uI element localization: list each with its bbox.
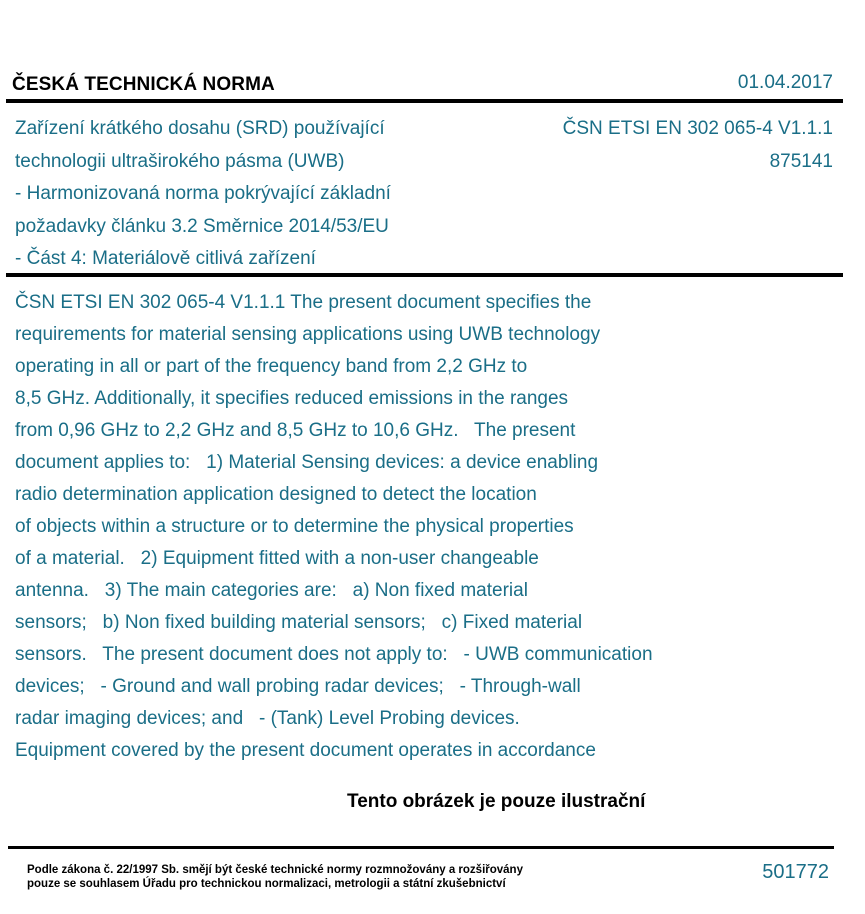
abstract-line: antenna. 3) The main categories are: a) Non fixed material [15, 580, 528, 601]
abstract-line: of a material. 2) Equipment fitted with a non-user changeable [15, 548, 539, 569]
title-divider [6, 273, 843, 277]
abstract-line: requirements for material sensing applications using UWB technology [15, 324, 601, 345]
abstract-line: operating in all or part of the frequency band from 2,2 GHz to [15, 356, 528, 377]
abstract-line: Equipment covered by the present document operates in accordance [15, 740, 596, 761]
copyright-notice [27, 863, 523, 891]
illustration-note: Tento obrázek je pouze ilustrační [347, 791, 646, 812]
title-line: - Část 4: Materiálově citlivá zařízení [15, 248, 316, 269]
title-line: požadavky článku 3.2 Směrnice 2014/53/EU [15, 215, 389, 237]
abstract-line: sensors; b) Non fixed building material sensors; c) Fixed material [15, 612, 583, 633]
abstract-line: radio determination application designed to detect the location [15, 484, 537, 505]
title-line: - Harmonizovaná norma pokrývající základní [15, 183, 391, 204]
title-line: Zařízení krátkého dosahu (SRD) používající [15, 118, 385, 139]
abstract-line: from 0,96 GHz to 2,2 GHz and 8,5 GHz to 10,6 GHz. The present [15, 420, 576, 441]
norm-heading: ČESKÁ TECHNICKÁ NORMA [12, 74, 275, 95]
abstract-line: devices; - Ground and wall probing radar devices; - Through-wall [15, 676, 581, 697]
header-divider [6, 99, 843, 103]
catalog-number: 875141 [769, 150, 833, 172]
standard-title [15, 113, 485, 276]
standard-identifiers [563, 113, 833, 178]
title-line: technologii ultraširokého pásma (UWB) [15, 150, 345, 172]
document-code: 501772 [762, 861, 829, 883]
abstract-line: radar imaging devices; and - (Tank) Level Probing devices. [15, 708, 520, 729]
footer-divider [8, 846, 834, 849]
copyright-line: pouze se souhlasem Úřadu pro technickou normalizaci, metrologii a státní zkušebnictví [27, 878, 506, 890]
abstract-line: 8,5 GHz. Additionally, it specifies reduced emissions in the ranges [15, 388, 569, 409]
issue-date: 01.04.2017 [737, 72, 833, 93]
abstract-text [15, 287, 845, 767]
abstract-line: ČSN ETSI EN 302 065-4 V1.1.1 The present document specifies the [15, 292, 592, 313]
standard-designation: ČSN ETSI EN 302 065-4 V1.1.1 [562, 118, 833, 139]
abstract-line: of objects within a structure or to determine the physical properties [15, 516, 574, 537]
abstract-line: sensors. The present document does not apply to: - UWB communication [15, 644, 653, 665]
copyright-line: Podle zákona č. 22/1997 Sb. smějí být české technické normy rozmnožovány a rozšiřovány [27, 864, 523, 876]
abstract-line: document applies to: 1) Material Sensing devices: a device enabling [15, 452, 599, 473]
